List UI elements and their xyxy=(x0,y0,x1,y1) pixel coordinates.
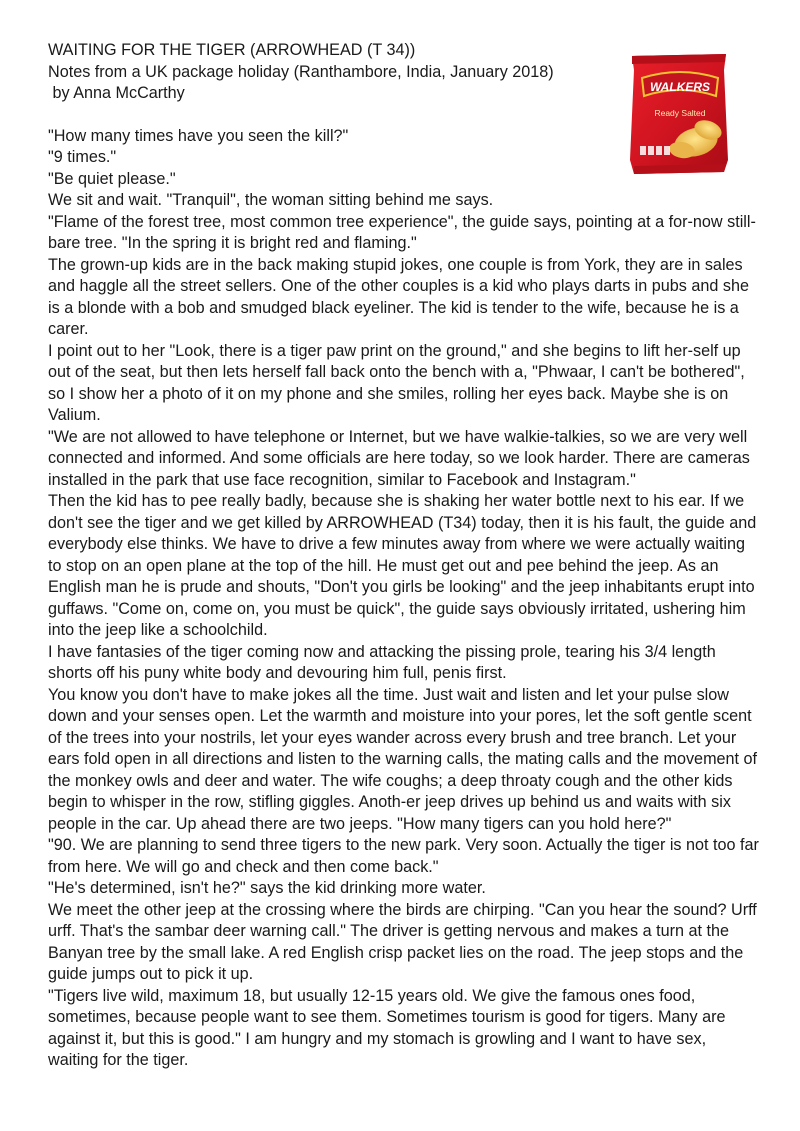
paragraph: "90. We are planning to send three tigers to the new park. Very soon. Actually the tiger is not too far from here. We will go and check and then come back." xyxy=(48,836,759,876)
article-body xyxy=(48,126,760,1072)
paragraph: "He's determined, isn't he?" says the kid drinking more water. xyxy=(48,879,486,897)
crisp-flavour-text: Ready Salted xyxy=(654,108,706,118)
paragraph: You know you don't have to make jokes all the time. Just wait and listen and let your pulse slow down and your senses open. Let the warmth and moisture into your pores, let the soft gentle scent of the trees into your nostrils, let your eyes wander across every brush and tree branch. Let your ears fold open in all directions and listen to the warning calls, the mating calls and the movement of the monkey owls and deer and water. The wife coughs; a deep throaty cough and the other kids begin to whisper in the row, stifling giggles. Anoth-er jeep drives up behind us and waits with six people in the car. Up ahead there are two jeeps. "How many tigers can you hold here?" xyxy=(48,685,758,833)
document-header xyxy=(48,40,638,105)
document-page xyxy=(48,40,760,1072)
paragraph: Then the kid has to pee really badly, because she is shaking her water bottle next to his ear. If we don't see the tiger and we get killed by ARROWHEAD (T34) today, then it is his fault, the guide and everybody else thinks. We have to drive a few minutes away from where we were actually waiting to stop on an open plane at the top of the hill. He must get out and pee behind the jeep. As an English man he is prude and shouts, "Don't you girls be looking" and the jeep inhabitants erupt into guffaws. "Come on, come on, you must be quick", the guide says obviously irritated, ushering him into the jeep like a schoolchild. xyxy=(48,492,757,639)
document-subtitle: Notes from a UK package holiday (Ranthambore, India, January 2018) xyxy=(48,62,554,81)
crisp-packet-image xyxy=(626,50,732,176)
paragraph: We sit and wait. "Tranquil", the woman sitting behind me says. xyxy=(48,191,494,209)
paragraph: "Be quiet please." xyxy=(48,169,176,188)
paragraph: "How many times have you seen the kill?" xyxy=(48,126,349,145)
paragraph: We meet the other jeep at the crossing where the birds are chirping. "Can you hear the sound? Urff urff. That's the sambar deer warning call." The driver is getting nervous and makes a turn at the Banyan tree by the small lake. A red English crisp packet lies on the road. The jeep stops and the guide jumps out to pick it up. xyxy=(48,900,757,983)
document-title: WAITING FOR THE TIGER (ARROWHEAD (T 34)) xyxy=(48,41,416,59)
paragraph: "Flame of the forest tree, most common tree experience", the guide says, pointing at a for-now still-bare tree. "In the spring it is bright red and flaming." xyxy=(48,212,756,252)
paragraph: I have fantasies of the tiger coming now and attacking the pissing prole, tearing his 3/4 length shorts off his puny white body and devouring him full, penis first. xyxy=(48,642,716,682)
paragraph: "9 times." xyxy=(48,148,117,166)
paragraph: "Tigers live wild, maximum 18, but usually 12-15 years old. We give the famous ones food, sometimes, because people want to see them. Sometimes tourism is good for tigers. Many are against it, but this is good." I am hungry and my stomach is growling and I want to have sex, waiting for the tiger. xyxy=(48,986,726,1069)
paragraph: "We are not allowed to have telephone or Internet, but we have walkie-talkies, so we are very well connected and informed. And some officials are here today, so we look harder. There are cameras installed in the park that use face recognition, similar to Facebook and Instagram." xyxy=(48,427,750,489)
paragraph: The grown-up kids are in the back making stupid jokes, one couple is from York, they are in sales and haggle all the street sellers. One of the other couples is a kid who plays darts in pubs and she is a blonde with a bob and smudged black eyeliner. The kid is tender to the wife, because he is a carer. xyxy=(48,255,749,338)
crisp-brand-text: WALKERS xyxy=(650,80,710,94)
paragraph: I point out to her "Look, there is a tiger paw print on the ground," and she begins to lift her-self up out of the seat, but then lets herself fall back onto the bench with a, "Phwaar, I can't be bothered", so I show her a photo of it on my phone and she smiles, rolling her eyes back. Maybe she is on Valium. xyxy=(48,341,745,424)
document-byline: by Anna McCarthy xyxy=(48,84,185,102)
